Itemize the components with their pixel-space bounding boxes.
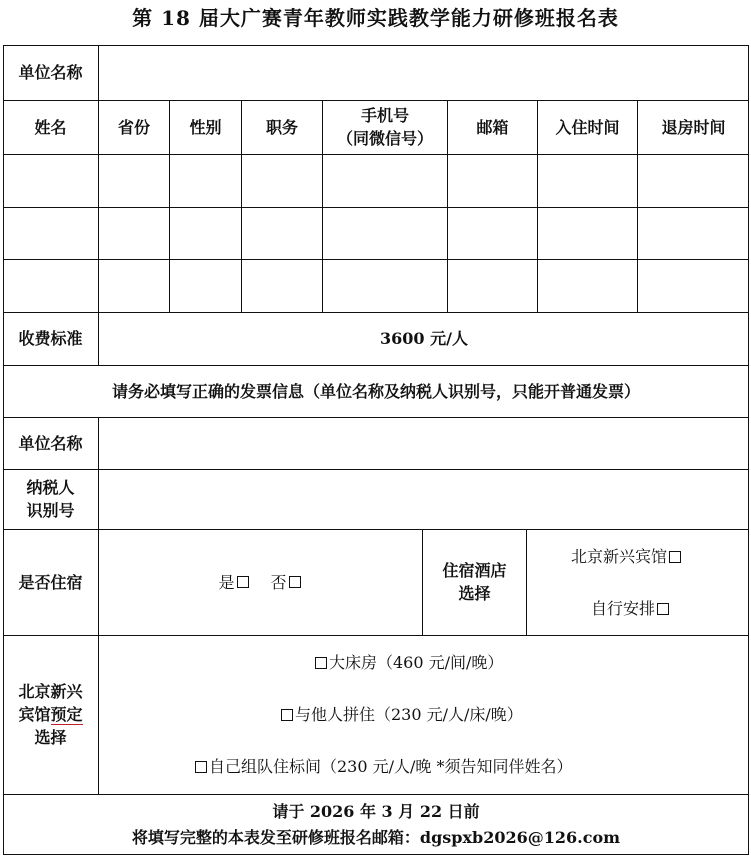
room-option-twin-label: 自己组队住标间（230 元/人/晚 *须告知同伴姓名） [209,757,573,776]
unit-name-label: 单位名称 [18,63,83,82]
phone-header-line2: （同微信号） [336,129,433,148]
taxpayer-label-line2: 识别号 [26,501,75,520]
invoice-unit-name-field[interactable] [99,417,749,469]
checkin-header: 入住时间 [555,117,620,137]
room-option-twin [193,756,573,778]
hotel-option-xinxing [571,546,683,568]
footer-line1: 请于 2026 年 3 月 22 日前 [272,802,480,821]
room-option-king-label: 大床房（460 元/间/晚） [329,653,504,672]
booking-label-line3: 选择 [34,728,67,747]
table-row[interactable] [3,154,749,207]
fee-label: 收费标准 [18,329,83,348]
room-option-king-checkbox[interactable] [315,657,327,669]
hotel-label-line1: 住宿酒店 [442,561,507,580]
invoice-unit-name-label: 单位名称 [18,433,83,453]
stay-no-checkbox[interactable] [289,576,301,588]
position-header: 职务 [265,117,298,137]
booking-label-line2 [18,703,82,726]
table-row[interactable] [3,207,749,259]
hotel-option-self-checkbox[interactable] [657,603,669,615]
hotel-option-self [591,598,671,620]
hotel-label-line2: 选择 [458,584,491,603]
gender-header: 性别 [189,117,222,137]
province-header: 省份 [117,117,150,137]
stay-options [99,529,422,635]
stay-yes-checkbox[interactable] [237,576,249,588]
phone-header-line1: 手机号 [360,106,409,125]
footer-note [3,795,749,855]
email-header: 邮箱 [476,117,509,137]
booking-label [3,635,98,794]
unit-name-field[interactable] [99,45,749,100]
fee-value: 3600 元/人 [380,329,468,348]
stay-yes-label: 是 [218,572,235,592]
taxpayer-label-line1: 纳税人 [26,478,75,497]
table-row[interactable] [3,259,749,312]
phone-header [323,100,447,154]
hotel-option-xinxing-checkbox[interactable] [669,551,681,563]
form-title: 第 18 届大广赛青年教师实践教学能力研修班报名表 [132,6,619,30]
room-option-share-label: 与他人拼住（230 元/人/床/晚） [295,705,523,724]
hotel-option-self-label: 自行安排 [591,599,656,618]
stay-no-label: 否 [270,572,287,592]
room-option-share-checkbox[interactable] [281,709,293,721]
footer-line2: 将填写完整的本表发至研修班报名邮箱：dgspxb2026@126.com [131,828,621,847]
taxpayer-id-field[interactable] [99,469,749,529]
stay-label: 是否住宿 [18,572,83,592]
name-header: 姓名 [34,117,67,137]
hotel-option-xinxing-label: 北京新兴宾馆 [571,547,668,566]
room-option-twin-checkbox[interactable] [195,761,207,773]
checkout-header: 退房时间 [661,117,726,137]
room-option-share [279,704,523,726]
booking-label-line1: 北京新兴 [18,682,83,701]
room-option-king [313,652,503,674]
booking-label-line2-b: 预定 [50,705,83,724]
booking-label-line2-a: 宾馆 [18,705,51,724]
taxpayer-id-label [3,469,98,529]
invoice-note: 请务必填写正确的发票信息（单位名称及纳税人识别号，只能开普通发票） [111,381,640,401]
hotel-choice-label [423,529,526,635]
